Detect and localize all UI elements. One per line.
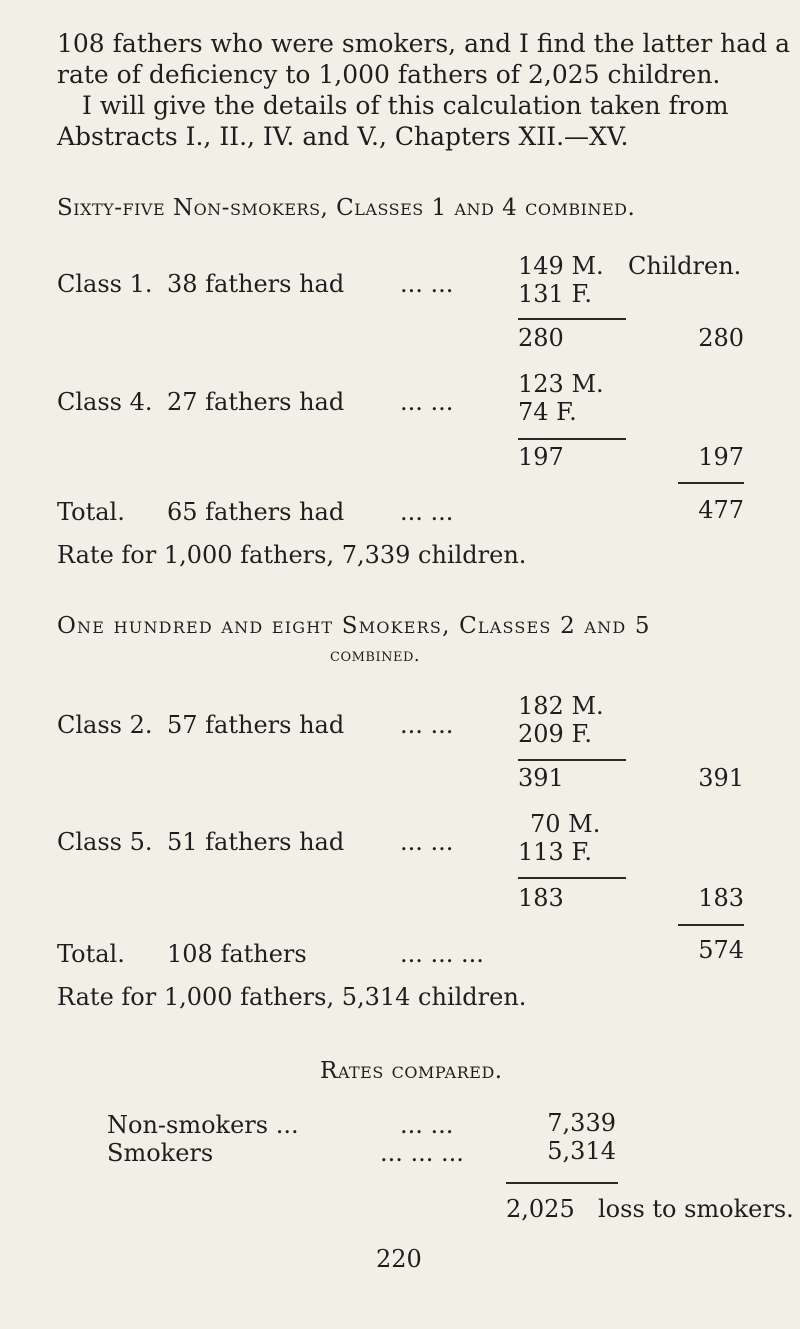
smokers-total-rule bbox=[678, 924, 744, 926]
class5-sum-rule bbox=[518, 877, 626, 879]
class2-sum: 391 bbox=[518, 764, 564, 792]
smokers-total-value: 574 bbox=[698, 936, 744, 964]
non-smokers-total-rule bbox=[678, 482, 744, 484]
rates-difference-rule bbox=[506, 1182, 618, 1184]
intro-line-1: 108 fathers who were smokers, and I find the latter had a bbox=[57, 29, 791, 58]
non-smokers-total-leader-dots: ... ... bbox=[400, 498, 454, 526]
non-smokers-total-desc: 65 fathers had bbox=[167, 498, 345, 526]
page-number: 220 bbox=[376, 1245, 422, 1273]
rates-row-smokers-label: Smokers bbox=[107, 1139, 214, 1167]
smokers-total-label: Total. bbox=[57, 940, 125, 968]
class4-sum-rule bbox=[518, 438, 626, 440]
class5-total: 183 bbox=[698, 884, 744, 912]
rates-difference-note: loss to smokers. bbox=[598, 1195, 794, 1223]
class4-desc: 27 fathers had bbox=[167, 388, 345, 416]
class4-leader-dots: ... ... bbox=[400, 388, 454, 416]
class4-female: 74 F. bbox=[518, 398, 577, 426]
smokers-heading-line-1: One hundred and eight Smokers, Classes 2 and 5 bbox=[57, 613, 651, 639]
class1-male: 149 M. bbox=[518, 252, 604, 280]
non-smokers-total-value: 477 bbox=[698, 496, 744, 524]
class2-total: 391 bbox=[698, 764, 744, 792]
class2-label: Class 2. bbox=[57, 711, 153, 739]
class5-sum: 183 bbox=[518, 884, 564, 912]
intro-line-4: Abstracts I., II., IV. and V., Chapters XII.—XV. bbox=[57, 122, 629, 151]
rates-difference-value: 2,025 bbox=[506, 1195, 575, 1223]
rates-compared-heading: Rates compared. bbox=[320, 1058, 503, 1084]
class5-male: 70 M. bbox=[530, 810, 601, 838]
rates-row-non-smokers-value: 7,339 bbox=[547, 1109, 616, 1137]
class5-leader-dots: ... ... bbox=[400, 828, 454, 856]
non-smokers-total-label: Total. bbox=[57, 498, 125, 526]
class4-label: Class 4. bbox=[57, 388, 153, 416]
class1-female: 131 F. bbox=[518, 280, 592, 308]
class1-leader-dots: ... ... bbox=[400, 270, 454, 298]
rates-row-smokers-dots: ... ... ... bbox=[380, 1139, 464, 1167]
smokers-heading-line-2: combined. bbox=[330, 645, 421, 666]
non-smokers-rate: Rate for 1,000 fathers, 7,339 children. bbox=[57, 541, 527, 569]
class4-male: 123 M. bbox=[518, 370, 604, 398]
non-smokers-heading: Sixty-five Non-smokers, Classes 1 and 4 combined. bbox=[57, 195, 636, 221]
class4-total: 197 bbox=[698, 443, 744, 471]
class1-sum-rule bbox=[518, 318, 626, 320]
class2-sum-rule bbox=[518, 759, 626, 761]
class2-leader-dots: ... ... bbox=[400, 711, 454, 739]
intro-line-2: rate of deficiency to 1,000 fathers of 2,025 children. bbox=[57, 60, 721, 89]
rates-row-non-smokers-dots: ... ... bbox=[400, 1111, 454, 1139]
smokers-total-desc: 108 fathers bbox=[167, 940, 307, 968]
class5-desc: 51 fathers had bbox=[167, 828, 345, 856]
class2-male: 182 M. bbox=[518, 692, 604, 720]
class2-female: 209 F. bbox=[518, 720, 592, 748]
class5-female: 113 F. bbox=[518, 838, 592, 866]
class1-total: 280 bbox=[698, 324, 744, 352]
class1-desc: 38 fathers had bbox=[167, 270, 345, 298]
intro-line-3: I will give the details of this calculation taken from bbox=[82, 91, 729, 120]
rates-row-non-smokers-label: Non-smokers ... bbox=[107, 1111, 299, 1139]
smokers-total-leader-dots: ... ... ... bbox=[400, 940, 484, 968]
class1-sum: 280 bbox=[518, 324, 564, 352]
children-label: Children. bbox=[628, 252, 742, 280]
rates-row-smokers-value: 5,314 bbox=[547, 1137, 616, 1165]
class5-label: Class 5. bbox=[57, 828, 153, 856]
class1-label: Class 1. bbox=[57, 270, 153, 298]
class4-sum: 197 bbox=[518, 443, 564, 471]
class2-desc: 57 fathers had bbox=[167, 711, 345, 739]
smokers-rate: Rate for 1,000 fathers, 5,314 children. bbox=[57, 983, 527, 1011]
